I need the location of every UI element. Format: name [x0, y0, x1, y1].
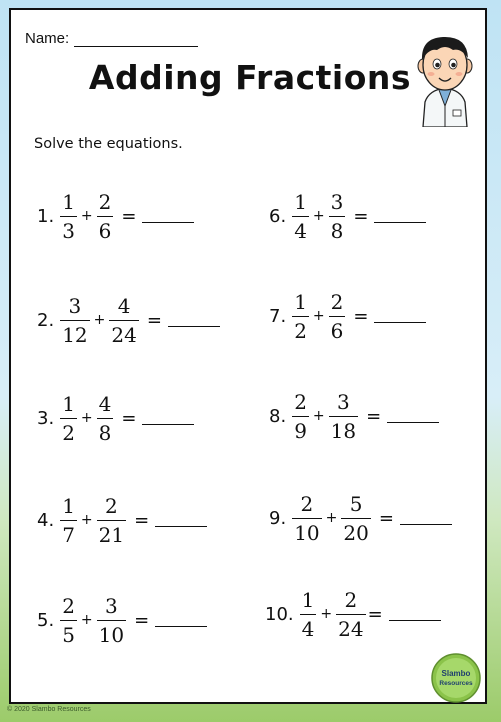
denominator: 2 — [292, 316, 309, 341]
name-input-line[interactable] — [74, 46, 198, 47]
denominator: 8 — [97, 418, 114, 443]
fraction-b — [97, 593, 126, 647]
fraction-b — [109, 293, 138, 347]
problem-4 — [37, 490, 207, 550]
numerator: 4 — [117, 293, 131, 318]
problem-number: 6. — [269, 205, 287, 227]
equals-sign: = — [146, 309, 162, 331]
denominator: 20 — [341, 518, 370, 543]
numerator: 2 — [344, 587, 358, 612]
equals-sign: = — [367, 603, 383, 625]
equals-sign: = — [134, 609, 150, 631]
plus-sign: + — [80, 208, 93, 224]
denominator: 24 — [109, 320, 138, 345]
problem-7 — [269, 286, 426, 346]
answer-blank[interactable] — [389, 620, 441, 621]
plus-sign: + — [312, 408, 325, 424]
fraction-a — [60, 593, 77, 647]
numerator: 1 — [294, 289, 307, 314]
denominator: 12 — [60, 320, 89, 345]
answer-blank[interactable] — [155, 526, 207, 527]
equals-sign: = — [121, 205, 137, 227]
problem-number: 3. — [37, 407, 55, 429]
numerator: 1 — [301, 587, 315, 612]
fraction-b — [341, 491, 370, 545]
fraction-b — [329, 189, 346, 243]
plus-sign: + — [312, 308, 325, 324]
numerator: 3 — [330, 189, 344, 214]
fraction-a — [292, 491, 321, 545]
answer-blank[interactable] — [400, 524, 452, 525]
problem-1 — [37, 186, 194, 246]
denominator: 10 — [97, 620, 126, 645]
plus-sign: + — [80, 410, 93, 426]
equals-sign: = — [121, 407, 137, 429]
problem-number: 4. — [37, 509, 55, 531]
numerator: 3 — [68, 293, 82, 318]
denominator: 4 — [300, 614, 317, 639]
denominator: 21 — [97, 520, 126, 545]
fraction-b — [336, 587, 365, 641]
problem-3 — [37, 388, 194, 448]
numerator: 2 — [294, 389, 307, 414]
fraction-a — [60, 189, 77, 243]
plus-sign: + — [320, 606, 333, 622]
problem-5 — [37, 590, 207, 650]
scientist-boy-icon — [409, 32, 481, 127]
numerator: 3 — [337, 389, 350, 414]
problem-number: 7. — [269, 305, 287, 327]
fraction-a — [60, 391, 77, 445]
problem-9 — [269, 488, 452, 548]
denominator: 8 — [329, 216, 346, 241]
numerator: 1 — [62, 391, 75, 416]
plus-sign: + — [80, 512, 93, 528]
numerator: 2 — [62, 593, 75, 618]
page-title: Adding Fractions — [88, 58, 412, 97]
denominator: 2 — [60, 418, 77, 443]
problem-number: 9. — [269, 507, 287, 529]
denominator: 3 — [60, 216, 77, 241]
name-label: Name: — [25, 30, 70, 47]
plus-sign: + — [325, 510, 338, 526]
problem-2 — [37, 290, 220, 350]
fraction-a — [60, 493, 77, 547]
denominator: 9 — [292, 416, 309, 441]
fraction-b — [329, 389, 358, 443]
answer-blank[interactable] — [387, 422, 439, 423]
instructions: Solve the equations. — [34, 136, 183, 152]
problem-10 — [265, 584, 441, 644]
slambo-logo-icon — [430, 652, 482, 704]
problem-number: 1. — [37, 205, 55, 227]
numerator: 4 — [98, 391, 112, 416]
plus-sign: + — [80, 612, 93, 628]
numerator: 2 — [300, 491, 314, 516]
copyright-notice: © 2020 Slambo Resources — [7, 706, 91, 713]
problem-number: 2. — [37, 309, 55, 331]
denominator: 6 — [97, 216, 114, 241]
answer-blank[interactable] — [142, 424, 194, 425]
problem-number: 5. — [37, 609, 55, 631]
answer-blank[interactable] — [155, 626, 207, 627]
problem-6 — [269, 186, 426, 246]
equals-sign: = — [134, 509, 150, 531]
problem-8 — [269, 386, 439, 446]
numerator: 1 — [62, 189, 75, 214]
numerator: 1 — [294, 189, 307, 214]
numerator: 1 — [62, 493, 75, 518]
denominator: 10 — [292, 518, 321, 543]
plus-sign: + — [312, 208, 325, 224]
fraction-a — [292, 389, 309, 443]
problem-number: 8. — [269, 405, 287, 427]
denominator: 18 — [329, 416, 358, 441]
logo-text-line2: Resources — [439, 680, 473, 687]
answer-blank[interactable] — [142, 222, 194, 223]
denominator: 6 — [329, 316, 346, 341]
fraction-a — [292, 289, 309, 343]
denominator: 5 — [60, 620, 77, 645]
problem-number: 10. — [265, 603, 294, 625]
fraction-a — [60, 293, 89, 347]
fraction-b — [97, 493, 126, 547]
answer-blank[interactable] — [168, 326, 220, 327]
answer-blank[interactable] — [374, 222, 426, 223]
denominator: 24 — [336, 614, 365, 639]
equals-sign: = — [366, 405, 382, 427]
fraction-a — [292, 189, 309, 243]
fraction-b — [97, 189, 114, 243]
numerator: 2 — [330, 289, 344, 314]
numerator: 2 — [105, 493, 118, 518]
fraction-b — [97, 391, 114, 445]
denominator: 7 — [60, 520, 77, 545]
answer-blank[interactable] — [374, 322, 426, 323]
denominator: 4 — [292, 216, 309, 241]
numerator: 3 — [105, 593, 118, 618]
worksheet-page — [9, 8, 487, 704]
equals-sign: = — [353, 205, 369, 227]
plus-sign: + — [93, 312, 106, 328]
logo-text-line1: Slambo — [441, 669, 471, 678]
equals-sign: = — [353, 305, 369, 327]
numerator: 5 — [349, 491, 363, 516]
equals-sign: = — [378, 507, 394, 529]
fraction-a — [300, 587, 317, 641]
numerator: 2 — [98, 189, 112, 214]
fraction-b — [329, 289, 346, 343]
